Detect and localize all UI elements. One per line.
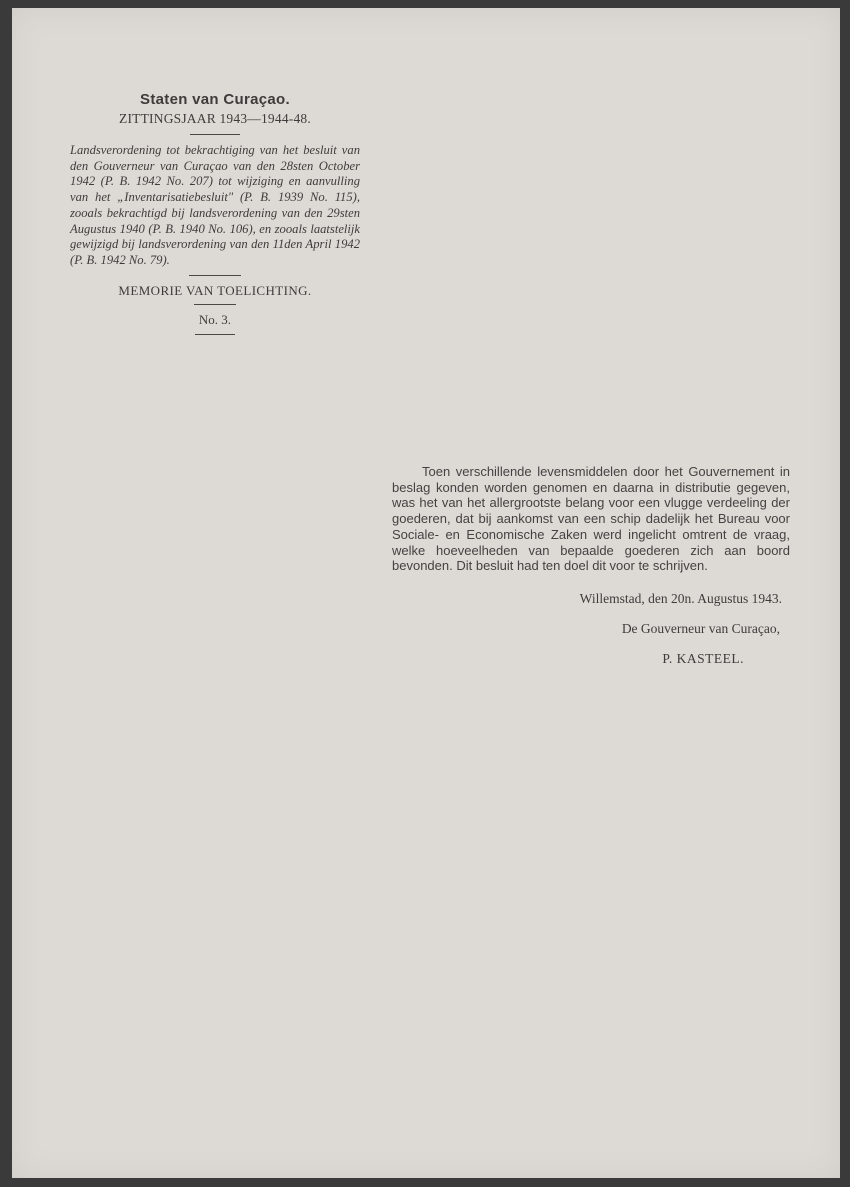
document-title: Staten van Curaçao. (140, 91, 290, 108)
document-number: No. 3. (198, 311, 232, 327)
header-block (70, 90, 360, 335)
governor-title: De Gouverneur van Curaçao, (621, 620, 780, 636)
session-year: ZITTINGSJAAR 1943—1944-48. (119, 111, 311, 126)
document-page (12, 8, 840, 1178)
divider (195, 334, 235, 335)
subject-paragraph: Landsverordening tot bekrachtiging van het besluit van den Gouverneur van Curaçao van den 28sten October 1942 (P. B. 1942 No. 207) tot wijziging en aanvulling van het „Inventarisatiebesluit" (P. B. 1939 No. 115), zooals bekrachtigd bij landsverordening van den 29sten Augustus 1940 (P. B. 1940 No. 106), en zooals laatstelijk gewijzigd bij landsverordening van den 11den April 1942 (P. B. 1942 No. 79). (70, 143, 360, 267)
place-date: Willemstad, den 20n. Augustus 1943. (579, 590, 782, 606)
divider (194, 304, 236, 305)
explanation-paragraph: Toen verschillende levensmiddelen door het Gouvernement in beslag konden worden genomen en daarna in distributie gegeven, was het van het allergrootste belang voor een vlugge verdeeling der goederen, dat bij aankomst van een schip dadelijk het Bureau voor Sociale- en Economische Zaken werd ingelicht omtrent de vraag, welke hoeveelheden van bepaalde goederen zich aan boord bevonden. Dit besluit had ten doel dit voor te schrijven. (392, 464, 790, 574)
explanation-block (392, 464, 790, 668)
divider (189, 275, 241, 276)
signature-name: P. KASTEEL. (662, 650, 744, 666)
divider (190, 134, 240, 135)
memorie-title: MEMORIE VAN TOELICHTING. (118, 282, 312, 298)
